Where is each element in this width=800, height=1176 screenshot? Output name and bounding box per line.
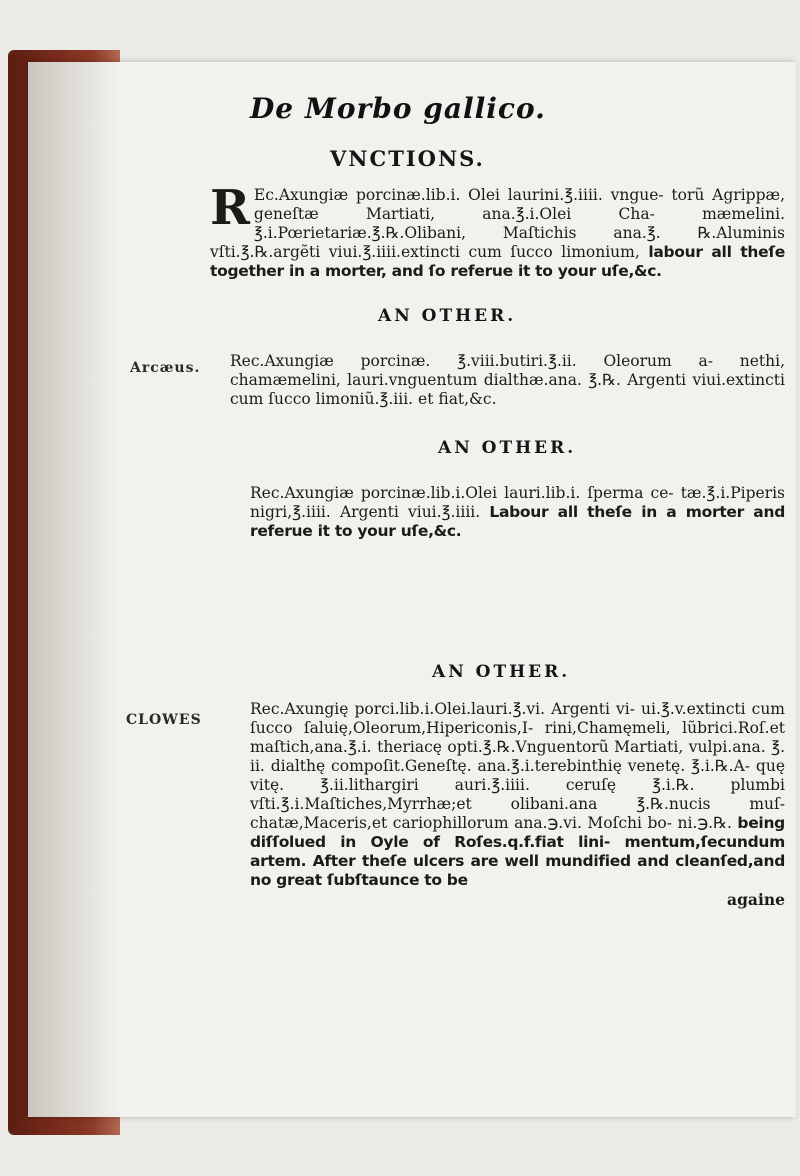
recipe-1 [210,180,785,281]
heading-another-1: AN OTHER. [378,306,517,326]
recipe-3 [250,484,785,541]
dropcap: R [210,180,250,236]
recipe-1-english: labour all theſe together in a morter, and ſo referue it to your uſe,&c. [210,243,785,280]
margin-note-clowes: CLOWES [126,712,202,728]
catchword: againe [727,890,785,909]
recipe-2 [230,352,785,409]
recipe-3-latin: Rec.Axungiæ porcinæ.lib.i.Olei lauri.lib.i. ſperma ce- tæ.℥.i.Piperis nigri,℥.iiii. Argenti viui.℥.iiii. [250,484,785,521]
margin-note-arcaeus: Arcæus. [130,360,201,376]
recipe-4 [250,700,785,909]
recipe-3-english: Labour all theſe in a morter and referue it to your uſe,&c. [250,503,786,540]
heading-another-2: AN OTHER. [438,438,577,458]
section-title: VNCTIONS. [330,146,485,171]
recipe-4-latin: Rec.Axungię porci.lib.i.Olei.lauri.℥.vi. Argenti vi- ui.℥.v.extincti cum ſucco ſaluię,Oleorum,Hipericonis,I- rini,Chamęmeli, lũbrici.Roſ.et maſtich,ana.℥.i. theriacę opti.℥.℞.Vnguentorũ Martiati, vulpi.ana. ℥. ii. dialthę compoſit.Geneſtę. ana.℥.i.terebinthię venetę. ℥.i.℞.A- quę vitę. ℥.ii.lithargiri auri.℥.iiii. ceruſę ℥.i.℞. plumbi vſti.℥.i.Maſtiches,Myrrhæ;et olibani.ana ℥.℞.nucis muſ- chatæ,Maceris,et cariophillorum ana.℈.vi. Moſchi bo- ni.℈.℞. [250,700,785,832]
running-head: De Morbo gallico. [250,92,546,125]
page-gutter [28,62,118,1117]
recipe-1-latin: Ec.Axungiæ porcinæ.lib.i. Olei laurini.℥.iiii. vngue- torũ Agrippæ, geneſtæ Martiati, ana.℥.i.Olei Cha- mæmelini. ℥.i.Pœrietariæ.℥.℞.Olibani, Maſtichis ana.℥. ℞.Aluminis vſti.℥.℞.argẽti viui.℥.iiii.extincti cum ſucco limonium, [210,186,785,261]
recipe-2-text: Rec.Axungiæ porcinæ. ℥.viii.butiri.℥.ii. Oleorum a- nethi, chamæmelini, lauri.vnguentum dialthæ.ana. ℥.℞. Argenti viui.extincti cum ſucco limoniũ.℥.iii. et fiat,&c. [230,352,785,408]
recipe-4-english: being diſſolued in Oyle of Roſes.q.f.fiat lini- mentum,ſecundum artem. After theſe ulcers are well mundified and cleanſed,and no great ſubſtaunce to be [250,814,785,889]
heading-another-3: AN OTHER. [432,662,571,682]
